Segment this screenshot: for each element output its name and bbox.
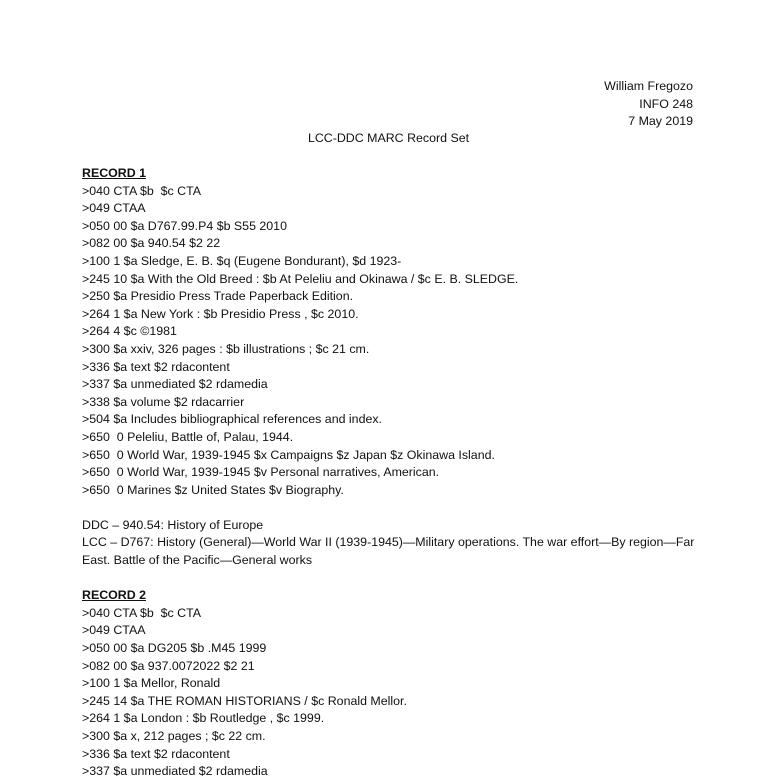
marc-field: >338 $a volume $2 rdacarrier xyxy=(82,394,245,409)
marc-field: >650 0 Peleliu, Battle of, Palau, 1944. xyxy=(82,429,294,444)
record-1-heading: RECORD 1 xyxy=(82,166,147,180)
record-2-fields xyxy=(82,605,702,781)
document-title: LCC-DDC MARC Record Set xyxy=(307,131,470,145)
document-date: 7 May 2019 xyxy=(628,114,693,128)
marc-field: >300 $a xxiv, 326 pages : $b illustrations ; $c 21 cm. xyxy=(82,341,370,356)
marc-field: >337 $a unmediated $2 rdamedia xyxy=(82,377,268,392)
marc-field: >650 0 World War, 1939-1945 $x Campaigns $z Japan $z Okinawa Island. xyxy=(82,447,495,462)
marc-field: >504 $a Includes bibliographical references and index. xyxy=(82,412,382,427)
marc-field: >336 $a text $2 rdacontent xyxy=(82,359,230,374)
marc-field: >650 0 Marines $z United States $v Biography. xyxy=(82,482,344,497)
marc-field: >264 1 $a London : $b Routledge , $c 1999. xyxy=(82,711,325,726)
marc-field: >040 CTA $b $c CTA xyxy=(82,605,202,620)
ddc-classification: DDC – 940.54: History of Europe xyxy=(82,517,264,532)
course-code: INFO 248 xyxy=(639,96,693,111)
marc-field: >245 10 $a With the Old Breed : $b At Peleliu and Okinawa / $c E. B. SLEDGE. xyxy=(82,271,519,286)
marc-field: >050 00 $a DG205 $b .M45 1999 xyxy=(82,641,267,656)
marc-field: >250 $a Presidio Press Trade Paperback Edition. xyxy=(82,289,354,304)
spacer xyxy=(82,570,702,588)
marc-field: >337 $a unmediated $2 rdamedia xyxy=(82,764,268,779)
marc-field: >049 CTAA xyxy=(82,201,146,216)
record-1-fields xyxy=(82,183,702,500)
marc-field: >050 00 $a D767.99.P4 $b S55 2010 xyxy=(82,218,287,233)
marc-field: >100 1 $a Sledge, E. B. $q (Eugene Bondurant), $d 1923- xyxy=(82,253,402,268)
spacer xyxy=(82,499,702,517)
marc-field: >650 0 World War, 1939-1945 $v Personal narratives, American. xyxy=(82,465,440,480)
marc-field: >040 CTA $b $c CTA xyxy=(82,183,202,198)
lcc-classification: LCC – D767: History (General)—World War II (1939-1945)—Military operations. The war effort—By region—Far East. Battle of the Pacific—General works xyxy=(82,535,695,568)
author-name: William Fregozo xyxy=(604,79,693,93)
document-header xyxy=(604,78,693,131)
document-body xyxy=(82,165,702,781)
record-2-heading: RECORD 2 xyxy=(82,588,147,603)
marc-field: >245 14 $a THE ROMAN HISTORIANS / $c Ronald Mellor. xyxy=(82,693,407,708)
marc-field: >082 00 $a 940.54 $2 22 xyxy=(82,236,221,251)
marc-field: >049 CTAA xyxy=(82,623,146,638)
marc-field: >300 $a x, 212 pages ; $c 22 cm. xyxy=(82,729,266,743)
marc-field: >082 00 $a 937.0072022 $2 21 xyxy=(82,658,255,673)
marc-field: >100 1 $a Mellor, Ronald xyxy=(82,676,221,691)
marc-field: >264 1 $a New York : $b Presidio Press , $c 2010. xyxy=(82,306,359,321)
marc-field: >264 4 $c ©1981 xyxy=(82,324,177,339)
marc-field: >336 $a text $2 rdacontent xyxy=(82,746,230,761)
